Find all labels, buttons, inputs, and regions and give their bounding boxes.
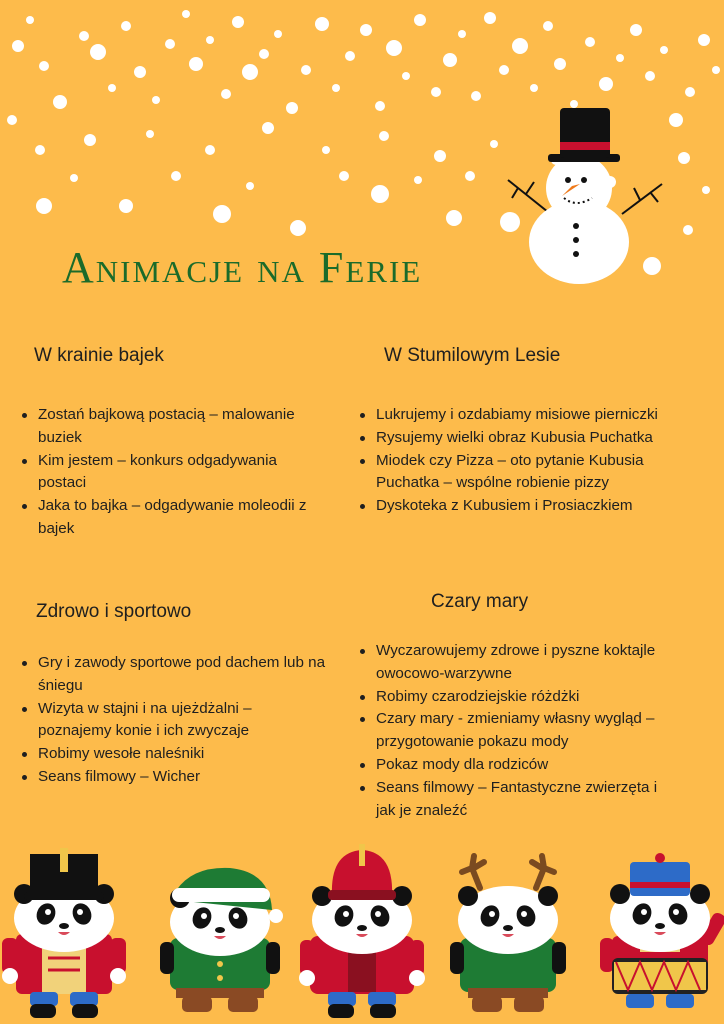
snowflake-icon (108, 84, 116, 92)
snowflake-icon (286, 102, 298, 114)
snowflake-icon (12, 40, 24, 52)
section-list (360, 640, 670, 822)
section-heading: W krainie bajek (34, 345, 164, 366)
snowflake-icon (213, 205, 231, 223)
snowflake-icon (182, 10, 190, 18)
list-item: Gry i zawody sportowe pod dachem lub na śniegu (22, 652, 327, 698)
snowflake-icon (484, 12, 496, 24)
snowflake-icon (121, 21, 131, 31)
snowflake-icon (554, 58, 566, 70)
list-item: Pokaz mody dla rodziców (360, 754, 670, 777)
snowflake-icon (712, 66, 720, 74)
list-item: Miodek czy Pizza – oto pytanie Kubusia Puchatka – wspólne robienie pizzy (360, 450, 670, 496)
snowflake-icon (465, 171, 475, 181)
snowflake-icon (206, 36, 214, 44)
snowflake-icon (246, 182, 254, 190)
snowman-icon (500, 104, 670, 288)
list-item: Dyskoteka z Kubusiem i Prosiaczkiem (360, 495, 670, 518)
snowflake-icon (375, 101, 385, 111)
snowflake-icon (152, 96, 160, 104)
snowflake-icon (274, 30, 282, 38)
snowflake-icon (616, 54, 624, 62)
snowflake-icon (431, 87, 441, 97)
list-item: Lukrujemy i ozdabiamy misiowe pierniczki (360, 404, 670, 427)
red-hat-panda-icon (299, 844, 425, 1018)
snowflake-icon (702, 186, 710, 194)
snowflake-icon (669, 113, 683, 127)
snowflake-icon (165, 39, 175, 49)
snowflake-icon (242, 64, 258, 80)
snowflake-icon (205, 145, 215, 155)
snowflake-icon (386, 40, 402, 56)
snowflake-icon (339, 171, 349, 181)
snowflake-icon (221, 89, 231, 99)
snowflake-icon (259, 49, 269, 59)
snowflake-icon (471, 91, 481, 101)
snowflake-icon (262, 122, 274, 134)
section-list (22, 404, 322, 541)
elf-panda-icon (160, 868, 283, 1012)
snowflake-icon (322, 146, 330, 154)
snowflake-icon (36, 198, 52, 214)
page-title: Animacje na Ferie (62, 243, 423, 292)
snowflake-icon (414, 14, 426, 26)
section-list (22, 652, 327, 789)
snowflake-icon (530, 84, 538, 92)
snowflake-icon (189, 57, 203, 71)
snowflake-icon (512, 38, 528, 54)
list-item: Seans filmowy – Wicher (22, 766, 327, 789)
list-item: Wizyta w stajni i na ujeżdżalni – poznajemy konie i ich zwyczaje (22, 698, 327, 744)
snowflake-icon (26, 16, 34, 24)
snowflake-icon (458, 30, 466, 38)
snowflake-icon (599, 77, 613, 91)
snowflake-icon (79, 31, 89, 41)
section-list (360, 404, 670, 518)
snowflake-icon (543, 21, 553, 31)
list-item: Seans filmowy – Fantastyczne zwierzęta i jak je znaleźć (360, 777, 670, 823)
snowflake-icon (53, 95, 67, 109)
snowflake-icon (301, 65, 311, 75)
snowflake-icon (70, 174, 78, 182)
list-item: Robimy czarodziejskie różdżki (360, 686, 670, 709)
section-heading: W Stumilowym Lesie (384, 345, 561, 366)
snowflake-icon (39, 61, 49, 71)
snowflake-icon (371, 185, 389, 203)
list-item: Zostań bajkową postacią – malowanie buziek (22, 404, 322, 450)
snowflake-icon (585, 37, 595, 47)
snowflake-icon (84, 134, 96, 146)
snowflake-icon (379, 131, 389, 141)
snowflake-icon (90, 44, 106, 60)
snowflake-icon (360, 24, 372, 36)
snowflake-icon (315, 17, 329, 31)
snowflake-icon (698, 34, 710, 46)
snowflake-icon (7, 115, 17, 125)
snowflake-icon (290, 220, 306, 236)
section-heading: Zdrowo i sportowo (36, 601, 192, 622)
snowflake-icon (443, 53, 457, 67)
snowflake-icon (171, 171, 181, 181)
snowflake-icon (414, 176, 422, 184)
snowflake-icon (434, 150, 446, 162)
snowflake-icon (332, 84, 340, 92)
snowflake-icon (685, 87, 695, 97)
nutcracker-panda-icon (2, 848, 126, 1018)
snowflake-icon (134, 66, 146, 78)
list-item: Kim jestem – konkurs odgadywania postaci (22, 450, 322, 496)
snowflake-icon (499, 65, 509, 75)
snowflake-icon (446, 210, 462, 226)
snowflake-icon (345, 51, 355, 61)
snowflake-icon (660, 46, 668, 54)
panda-characters (0, 838, 724, 1024)
snowflake-icon (232, 16, 244, 28)
snowflake-icon (402, 72, 410, 80)
snowflake-icon (683, 225, 693, 235)
snowflake-icon (119, 199, 133, 213)
list-item: Czary mary - zmieniamy własny wygląd – przygotowanie pokazu mody (360, 708, 670, 754)
snowflake-icon (35, 145, 45, 155)
snowflake-icon (146, 130, 154, 138)
reindeer-panda-icon (450, 856, 566, 1012)
section-heading: Czary mary (431, 591, 529, 612)
list-item: Robimy wesołe naleśniki (22, 743, 327, 766)
list-item: Wyczarowujemy zdrowe i pyszne koktajle owocowo-warzywne (360, 640, 670, 686)
snowflake-icon (630, 24, 642, 36)
list-item: Rysujemy wielki obraz Kubusia Puchatka (360, 427, 670, 450)
snowflake-icon (645, 71, 655, 81)
list-item: Jaka to bajka – odgadywanie moleodii z bajek (22, 495, 322, 541)
snowflake-icon (490, 140, 498, 148)
snowflake-icon (678, 152, 690, 164)
drummer-panda-icon (600, 853, 724, 1008)
